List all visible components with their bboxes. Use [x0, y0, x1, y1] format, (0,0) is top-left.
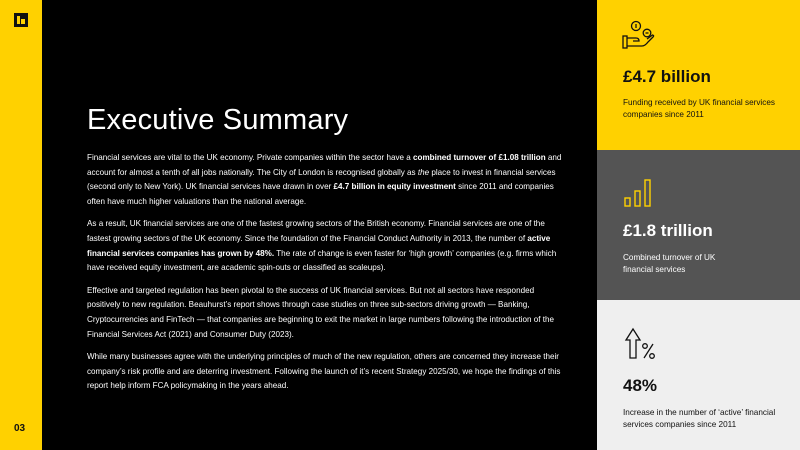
bold-text: £4.7 billion in equity investment — [333, 182, 456, 192]
stat-description: Increase in the number of ‘active’ financial services companies since 2011 — [623, 408, 776, 429]
text: Financial services are vital to the UK economy. Private companies within the sector have a — [87, 153, 413, 162]
left-accent-bar — [0, 0, 42, 450]
text: Effective and targeted regulation has been pivotal to the success of UK financial services. But not all sectors have responded positively to new regulation. Beauhurst’s report shows through case studies on three sub-sectors driving growth — Banking, Cryptocurrencies and FinTech — that companies are beginning to exit the market in large numbers following the introduction of the Financial Services Act (2021) and Consumer Duty (2023). — [87, 285, 554, 339]
stat-panel-growth — [597, 300, 800, 450]
body-text — [87, 151, 565, 402]
main-content — [42, 0, 597, 450]
stat-value: £4.7 billion — [623, 67, 711, 86]
text: since 2011 and companies often have much higher valuations than the national average. — [87, 182, 554, 207]
text: While many businesses agree with the underlying principles of much of the new regulation, others are concerned they increase their company’s risk profile and are deterring investment. Following the launch of it’s recent Strategy 2025/30, we hope the findings of this report help inform FCA policymaking in the years ahead. — [87, 351, 561, 391]
hand-coins-icon — [622, 20, 660, 52]
stat-description: Combined turnover of UK financial services — [623, 253, 716, 274]
bar-chart-icon — [622, 178, 658, 210]
paragraph-2 — [87, 217, 565, 276]
paragraph-1 — [87, 151, 565, 210]
stat-value: £1.8 trillion — [623, 221, 713, 240]
stat-description: Funding received by UK financial services companies since 2011 — [623, 98, 775, 119]
page-number: 03 — [14, 423, 26, 434]
italic-text: the — [417, 167, 430, 177]
paragraph-3 — [87, 284, 565, 343]
logo-icon — [14, 13, 28, 27]
page-title: Executive Summary — [87, 104, 349, 136]
stat-value: 48% — [623, 376, 658, 395]
bold-text: active financial services companies has grown by 48%. — [87, 234, 551, 258]
paragraph-4 — [87, 350, 565, 394]
bold-text: combined turnover of £1.08 trillion — [413, 153, 546, 162]
text: As a result, UK financial services are one of the fastest growing sectors of the British economy. Financial services are one of the fastest growing sectors of the UK economy. Since the foundation of the Financial Conduct Authority in 2013, the number of — [87, 219, 545, 244]
stat-panel-turnover — [597, 150, 800, 300]
text: and account for almost a tenth of all jobs nationally. The City of London is recognised globally as — [87, 153, 562, 177]
text: place to invest in financial services (second only to New York). UK financial services have drawn in over — [87, 167, 556, 192]
text: The rate of change is even faster for ‘high growth’ companies (e.g. firms which have received equity investment, are academic spin-outs or classified as scaleups). — [87, 248, 557, 273]
stat-panel-funding — [597, 0, 800, 150]
arrow-up-percent-icon — [622, 326, 662, 362]
